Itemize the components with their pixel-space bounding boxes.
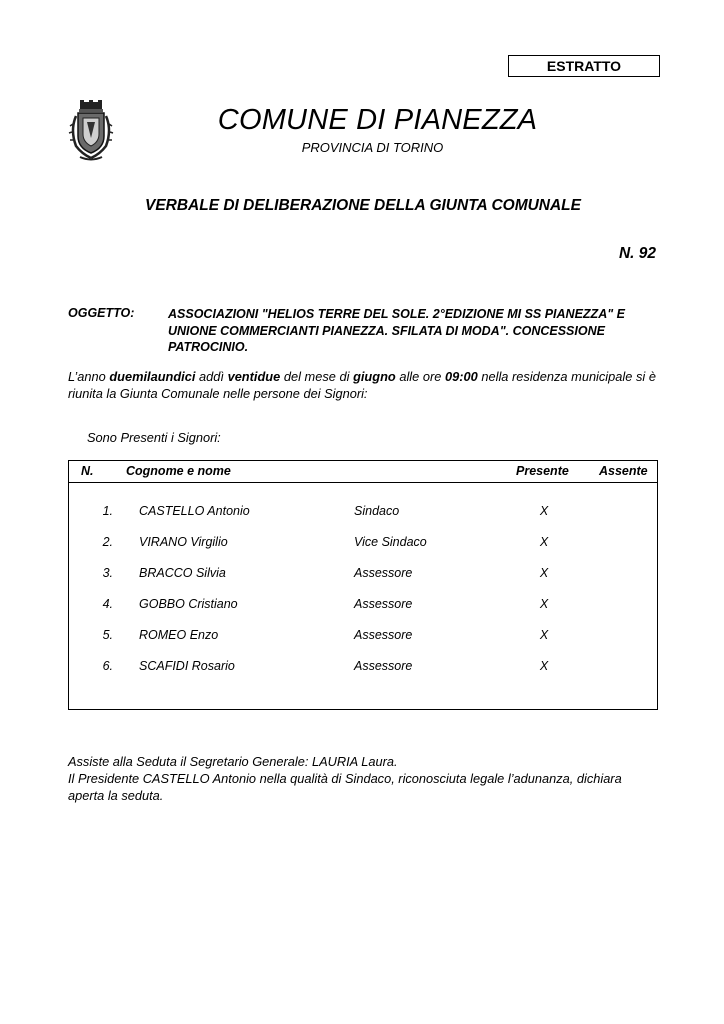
- table-row: [69, 566, 657, 584]
- intro-time: 09:00: [445, 369, 478, 384]
- intro-text: del mese di: [280, 369, 354, 384]
- present-mark: X: [539, 628, 549, 642]
- header-absent: Assente: [599, 464, 648, 478]
- document-heading: VERBALE DI DELIBERAZIONE DELLA GIUNTA COMUNALE: [144, 197, 581, 214]
- table-row: [69, 535, 657, 553]
- coat-of-arms-icon: [68, 100, 114, 162]
- table-row: [69, 504, 657, 522]
- subject-text: ASSOCIAZIONI "HELIOS TERRE DEL SOLE. 2°EDIZIONE MI SS PIANEZZA" E UNIONE COMMERCIANTI PIANEZZA. SFILATA DI MODA". CONCESSIONE PATROCINIO.: [168, 307, 625, 354]
- row-number: 2.: [102, 535, 113, 549]
- present-mark: X: [539, 535, 549, 549]
- member-role: Sindaco: [354, 504, 400, 518]
- intro-day: ventidue: [227, 369, 281, 384]
- member-role: Vice Sindaco: [354, 535, 427, 549]
- member-name: VIRANO Virgilio: [139, 535, 228, 549]
- present-mark: X: [539, 566, 549, 580]
- member-name: SCAFIDI Rosario: [139, 659, 235, 673]
- intro-text: nella residenza municipale si è riunita la Giunta Comunale nelle persone dei Signori:: [68, 369, 656, 401]
- closing-paragraph: [68, 753, 658, 804]
- present-mark: X: [539, 597, 549, 611]
- table-row: [69, 659, 657, 677]
- table-row: [69, 628, 657, 646]
- intro-text: alle ore: [395, 369, 446, 384]
- intro-month: giugno: [353, 369, 396, 384]
- header-name: Cognome e nome: [126, 464, 231, 478]
- secretary-line: Assiste alla Seduta il Segretario Generale: LAURIA Laura.: [68, 754, 398, 769]
- member-role: Assessore: [354, 566, 413, 580]
- intro-text: addì: [195, 369, 228, 384]
- intro-text: L’anno: [68, 369, 110, 384]
- estratto-badge: ESTRATTO: [508, 55, 660, 77]
- president-line: Il Presidente CASTELLO Antonio nella qualità di Sindaco, riconosciuta legale l’adunanza, dichiara aperta la seduta.: [68, 771, 622, 803]
- intro-paragraph: [68, 368, 656, 402]
- table-row: [69, 597, 657, 615]
- row-number: 6.: [102, 659, 113, 673]
- row-number: 3.: [102, 566, 113, 580]
- member-role: Assessore: [354, 659, 413, 673]
- member-name: CASTELLO Antonio: [139, 504, 250, 518]
- subject-label: OGGETTO:: [68, 306, 135, 320]
- present-mark: X: [539, 659, 549, 673]
- header-divider: [69, 482, 657, 483]
- row-number: 5.: [102, 628, 113, 642]
- header-number: N.: [81, 464, 94, 478]
- row-number: 4.: [102, 597, 113, 611]
- deliberation-number: N. 92: [618, 245, 656, 262]
- member-role: Assessore: [354, 628, 413, 642]
- present-mark: X: [539, 504, 549, 518]
- attendees-label: Sono Presenti i Signori:: [87, 430, 221, 445]
- row-number: 1.: [102, 504, 113, 518]
- member-name: ROMEO Enzo: [139, 628, 219, 642]
- municipality-title: COMUNE DI PIANEZZA: [217, 104, 538, 136]
- member-name: BRACCO Silvia: [139, 566, 226, 580]
- attendance-table: [68, 460, 658, 710]
- header-present: Presente: [516, 464, 569, 478]
- member-name: GOBBO Cristiano: [139, 597, 238, 611]
- province-subtitle: PROVINCIA DI TORINO: [301, 140, 444, 155]
- intro-year: duemilaundici: [109, 369, 196, 384]
- member-role: Assessore: [354, 597, 413, 611]
